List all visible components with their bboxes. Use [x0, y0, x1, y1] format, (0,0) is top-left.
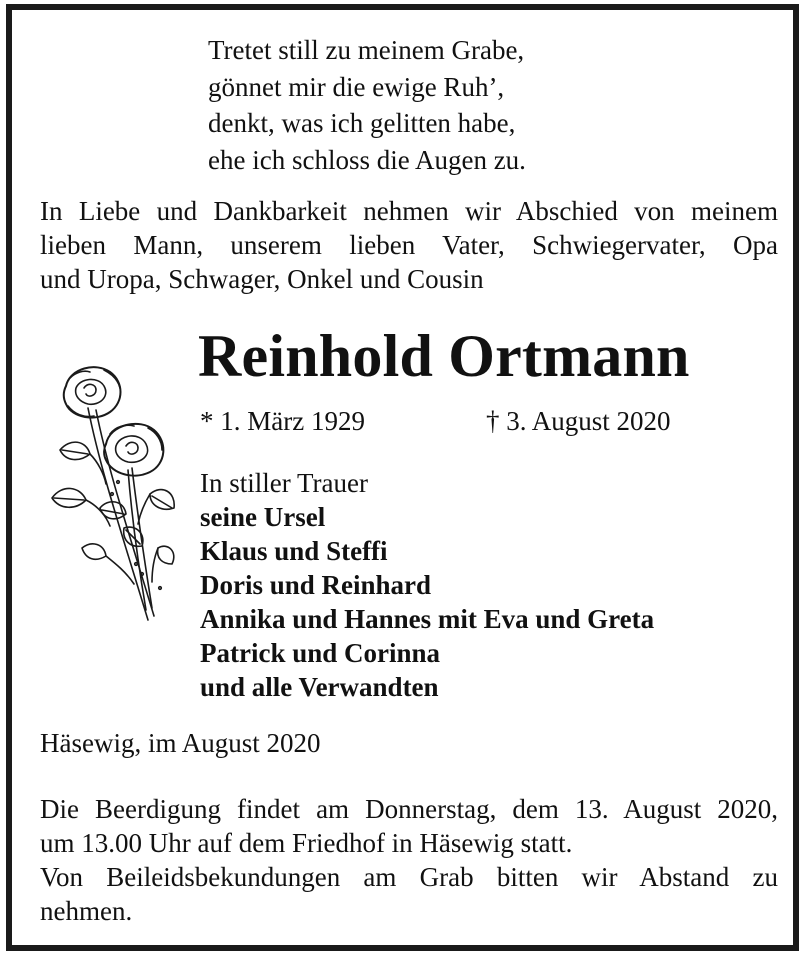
farewell-line: lieben Mann, unserem lieben Vater, Schwiegervater, Opa [40, 230, 778, 260]
poem-line: gönnet mir die ewige Ruh’, [208, 71, 505, 102]
deceased-name: Reinhold Ortmann [198, 323, 690, 389]
mourning-intro: In stiller Trauer [200, 468, 368, 498]
farewell-text [40, 194, 778, 296]
obituary-notice [6, 4, 799, 951]
poem-line: Tretet still zu meinem Grabe, [208, 35, 525, 65]
poem [208, 32, 526, 178]
funeral-line: nehmen. [40, 896, 133, 926]
mourners-list [200, 466, 654, 704]
roses-icon [40, 358, 180, 634]
mourner: Annika und Hannes mit Eva und Greta [200, 604, 655, 634]
mourner: Klaus und Steffi [200, 536, 388, 566]
death-date: † 3. August 2020 [486, 406, 671, 436]
birth-date: * 1. März 1929 [200, 406, 365, 436]
funeral-info [40, 792, 778, 928]
farewell-line: In Liebe und Dankbarkeit nehmen wir Abschied von meinem [40, 196, 778, 226]
farewell-line: und Uropa, Schwager, Onkel und Cousin [40, 264, 484, 294]
mourner: seine Ursel [200, 502, 326, 532]
mourner: Doris und Reinhard [200, 570, 432, 600]
mourner: und alle Verwandten [200, 672, 439, 702]
mourner: Patrick und Corinna [200, 638, 441, 668]
funeral-line: Von Beileidsbekundungen am Grab bitten wir Abstand zu [40, 862, 778, 892]
poem-line: denkt, was ich gelitten habe, [208, 108, 516, 138]
place-date: Häsewig, im August 2020 [40, 728, 321, 758]
funeral-line: um 13.00 Uhr auf dem Friedhof in Häsewig statt. [40, 828, 573, 858]
poem-line: ehe ich schloss die Augen zu. [208, 144, 526, 175]
funeral-line: Die Beerdigung findet am Donnerstag, dem 13. August 2020, [40, 794, 778, 824]
